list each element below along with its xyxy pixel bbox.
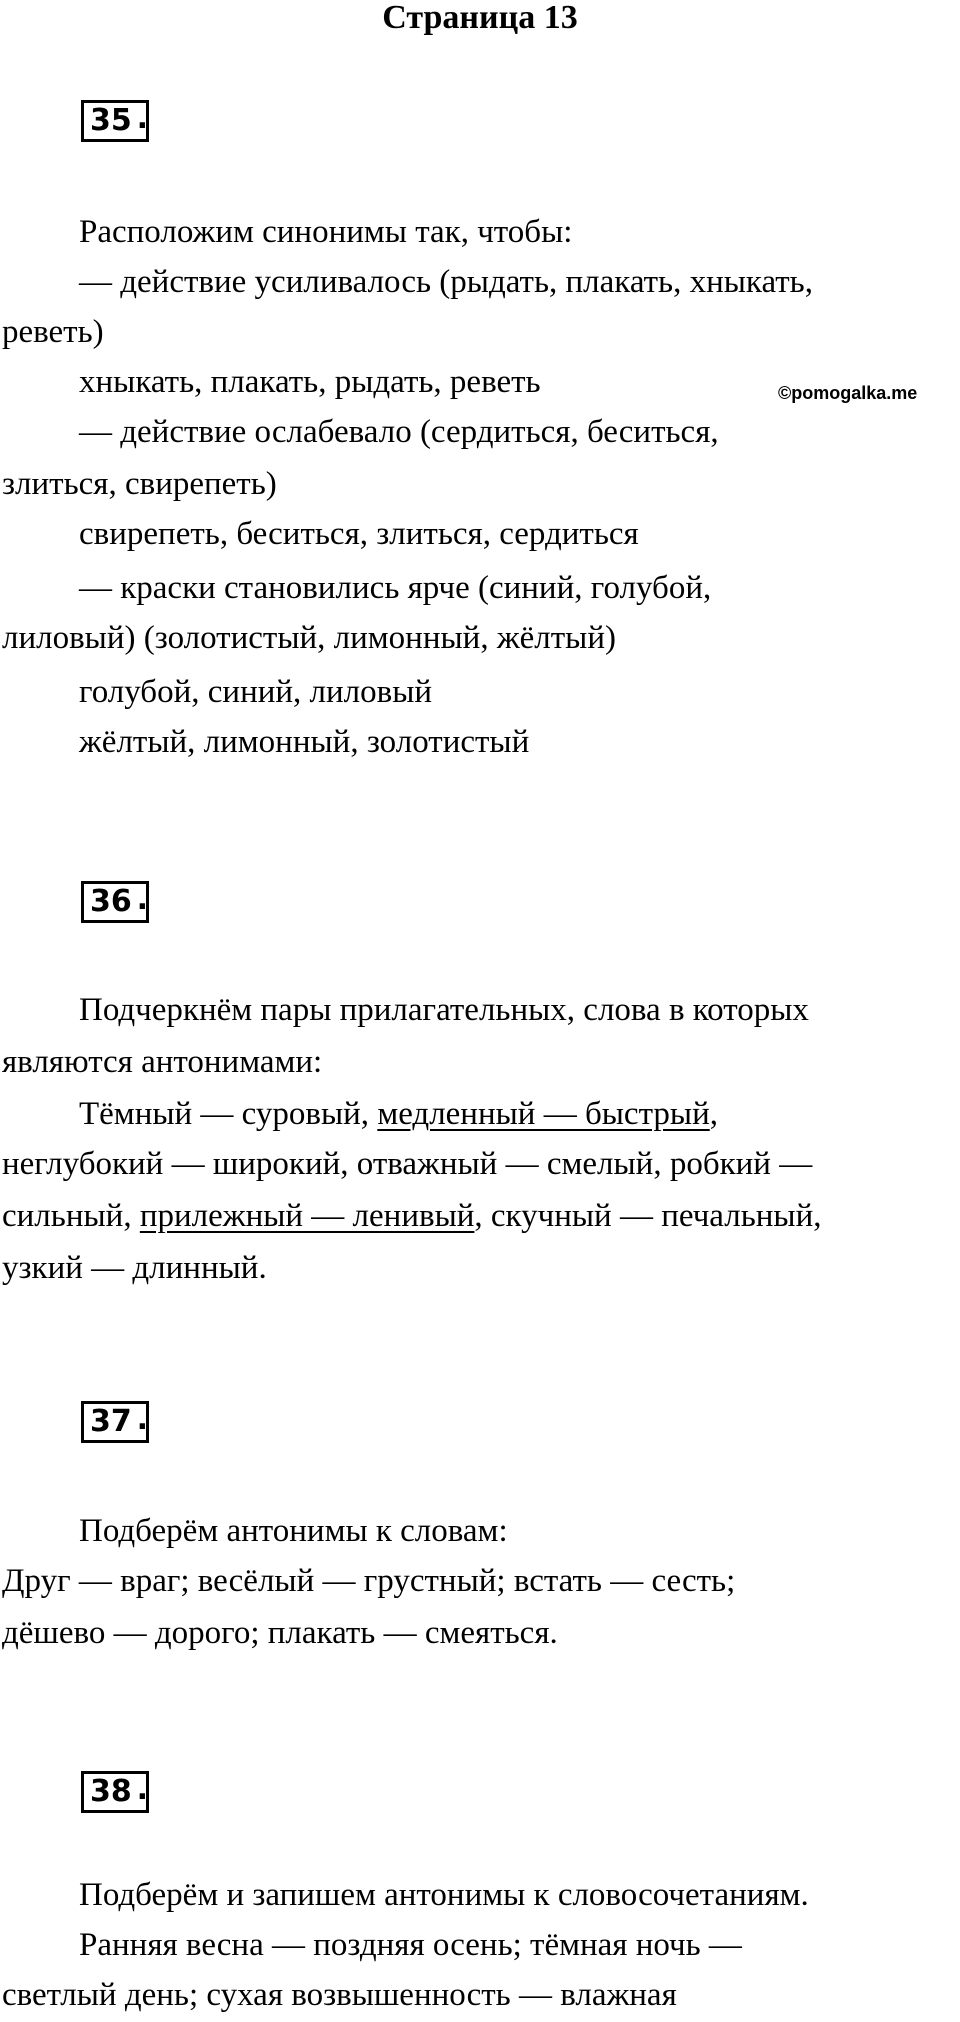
task-36-line-4: неглубокий — широкий, отважный — смелый, робкий — bbox=[2, 1146, 813, 1182]
task-38-line-1: Подберём и запишем антонимы к словосочетаниям. bbox=[79, 1877, 809, 1913]
task-35-line-2: — действие усиливалось (рыдать, плакать, хныкать, bbox=[79, 264, 813, 300]
task-35-line-8: — краски становились ярче (синий, голубой, bbox=[79, 570, 712, 606]
text-segment: , скучный — печальный, bbox=[474, 1198, 822, 1234]
task-number-37: 37 . bbox=[81, 1401, 149, 1443]
task-number-35: 35 . bbox=[81, 100, 149, 142]
task-35-line-5: — действие ослабевало (сердиться, беситься, bbox=[79, 414, 719, 450]
task-35-line-9: лиловый) (золотистый, лимонный, жёлтый) bbox=[2, 620, 616, 656]
task-36-line-2: являются антонимами: bbox=[2, 1044, 323, 1080]
task-35-line-4: хныкать, плакать, рыдать, реветь bbox=[79, 364, 541, 400]
text-segment: , bbox=[709, 1096, 718, 1132]
text-segment: Тёмный — суровый, bbox=[79, 1096, 378, 1132]
task-36-line-1: Подчеркнём пары прилагательных, слова в которых bbox=[79, 992, 809, 1028]
task-number-38: 38 . bbox=[81, 1771, 149, 1813]
task-35-line-11: жёлтый, лимонный, золотистый bbox=[79, 724, 530, 760]
task-37-line-1: Подберём антонимы к словам: bbox=[79, 1513, 508, 1549]
task-38-line-3: светлый день; сухая возвышенность — влажная bbox=[2, 1977, 677, 2013]
task-number-label: 38 bbox=[90, 1774, 132, 1809]
task-35-line-10: голубой, синий, лиловый bbox=[79, 674, 433, 710]
task-37-line-2: Друг — враг; весёлый — грустный; встать — сесть; bbox=[2, 1563, 736, 1599]
task-36-line-6: узкий — длинный. bbox=[2, 1250, 267, 1286]
watermark: ©pomogalka.me bbox=[778, 383, 918, 403]
task-37-line-3: дёшево — дорого; плакать — смеяться. bbox=[2, 1615, 558, 1651]
task-number-label: 36 bbox=[90, 884, 132, 919]
task-35-line-7: свирепеть, беситься, злиться, сердиться bbox=[79, 516, 639, 552]
task-35-line-3: реветь) bbox=[2, 314, 104, 350]
task-number-36: 36 . bbox=[81, 881, 149, 923]
page-title: Страница 13 bbox=[382, 0, 578, 36]
task-number-label: 37 bbox=[90, 1404, 132, 1439]
task-number-label: 35 bbox=[90, 103, 132, 138]
task-36-line-5 bbox=[2, 1196, 822, 1236]
underlined-antonym-pair: прилежный — ленивый bbox=[139, 1198, 475, 1234]
underlined-antonym-pair: медленный — быстрый bbox=[377, 1096, 710, 1132]
task-38-line-2: Ранняя весна — поздняя осень; тёмная ночь — bbox=[79, 1927, 742, 1963]
task-35-line-1: Расположим синонимы так, чтобы: bbox=[79, 214, 573, 250]
task-36-line-3 bbox=[79, 1094, 718, 1134]
text-segment: сильный, bbox=[2, 1198, 140, 1234]
task-35-line-6: злиться, свирепеть) bbox=[2, 466, 277, 502]
